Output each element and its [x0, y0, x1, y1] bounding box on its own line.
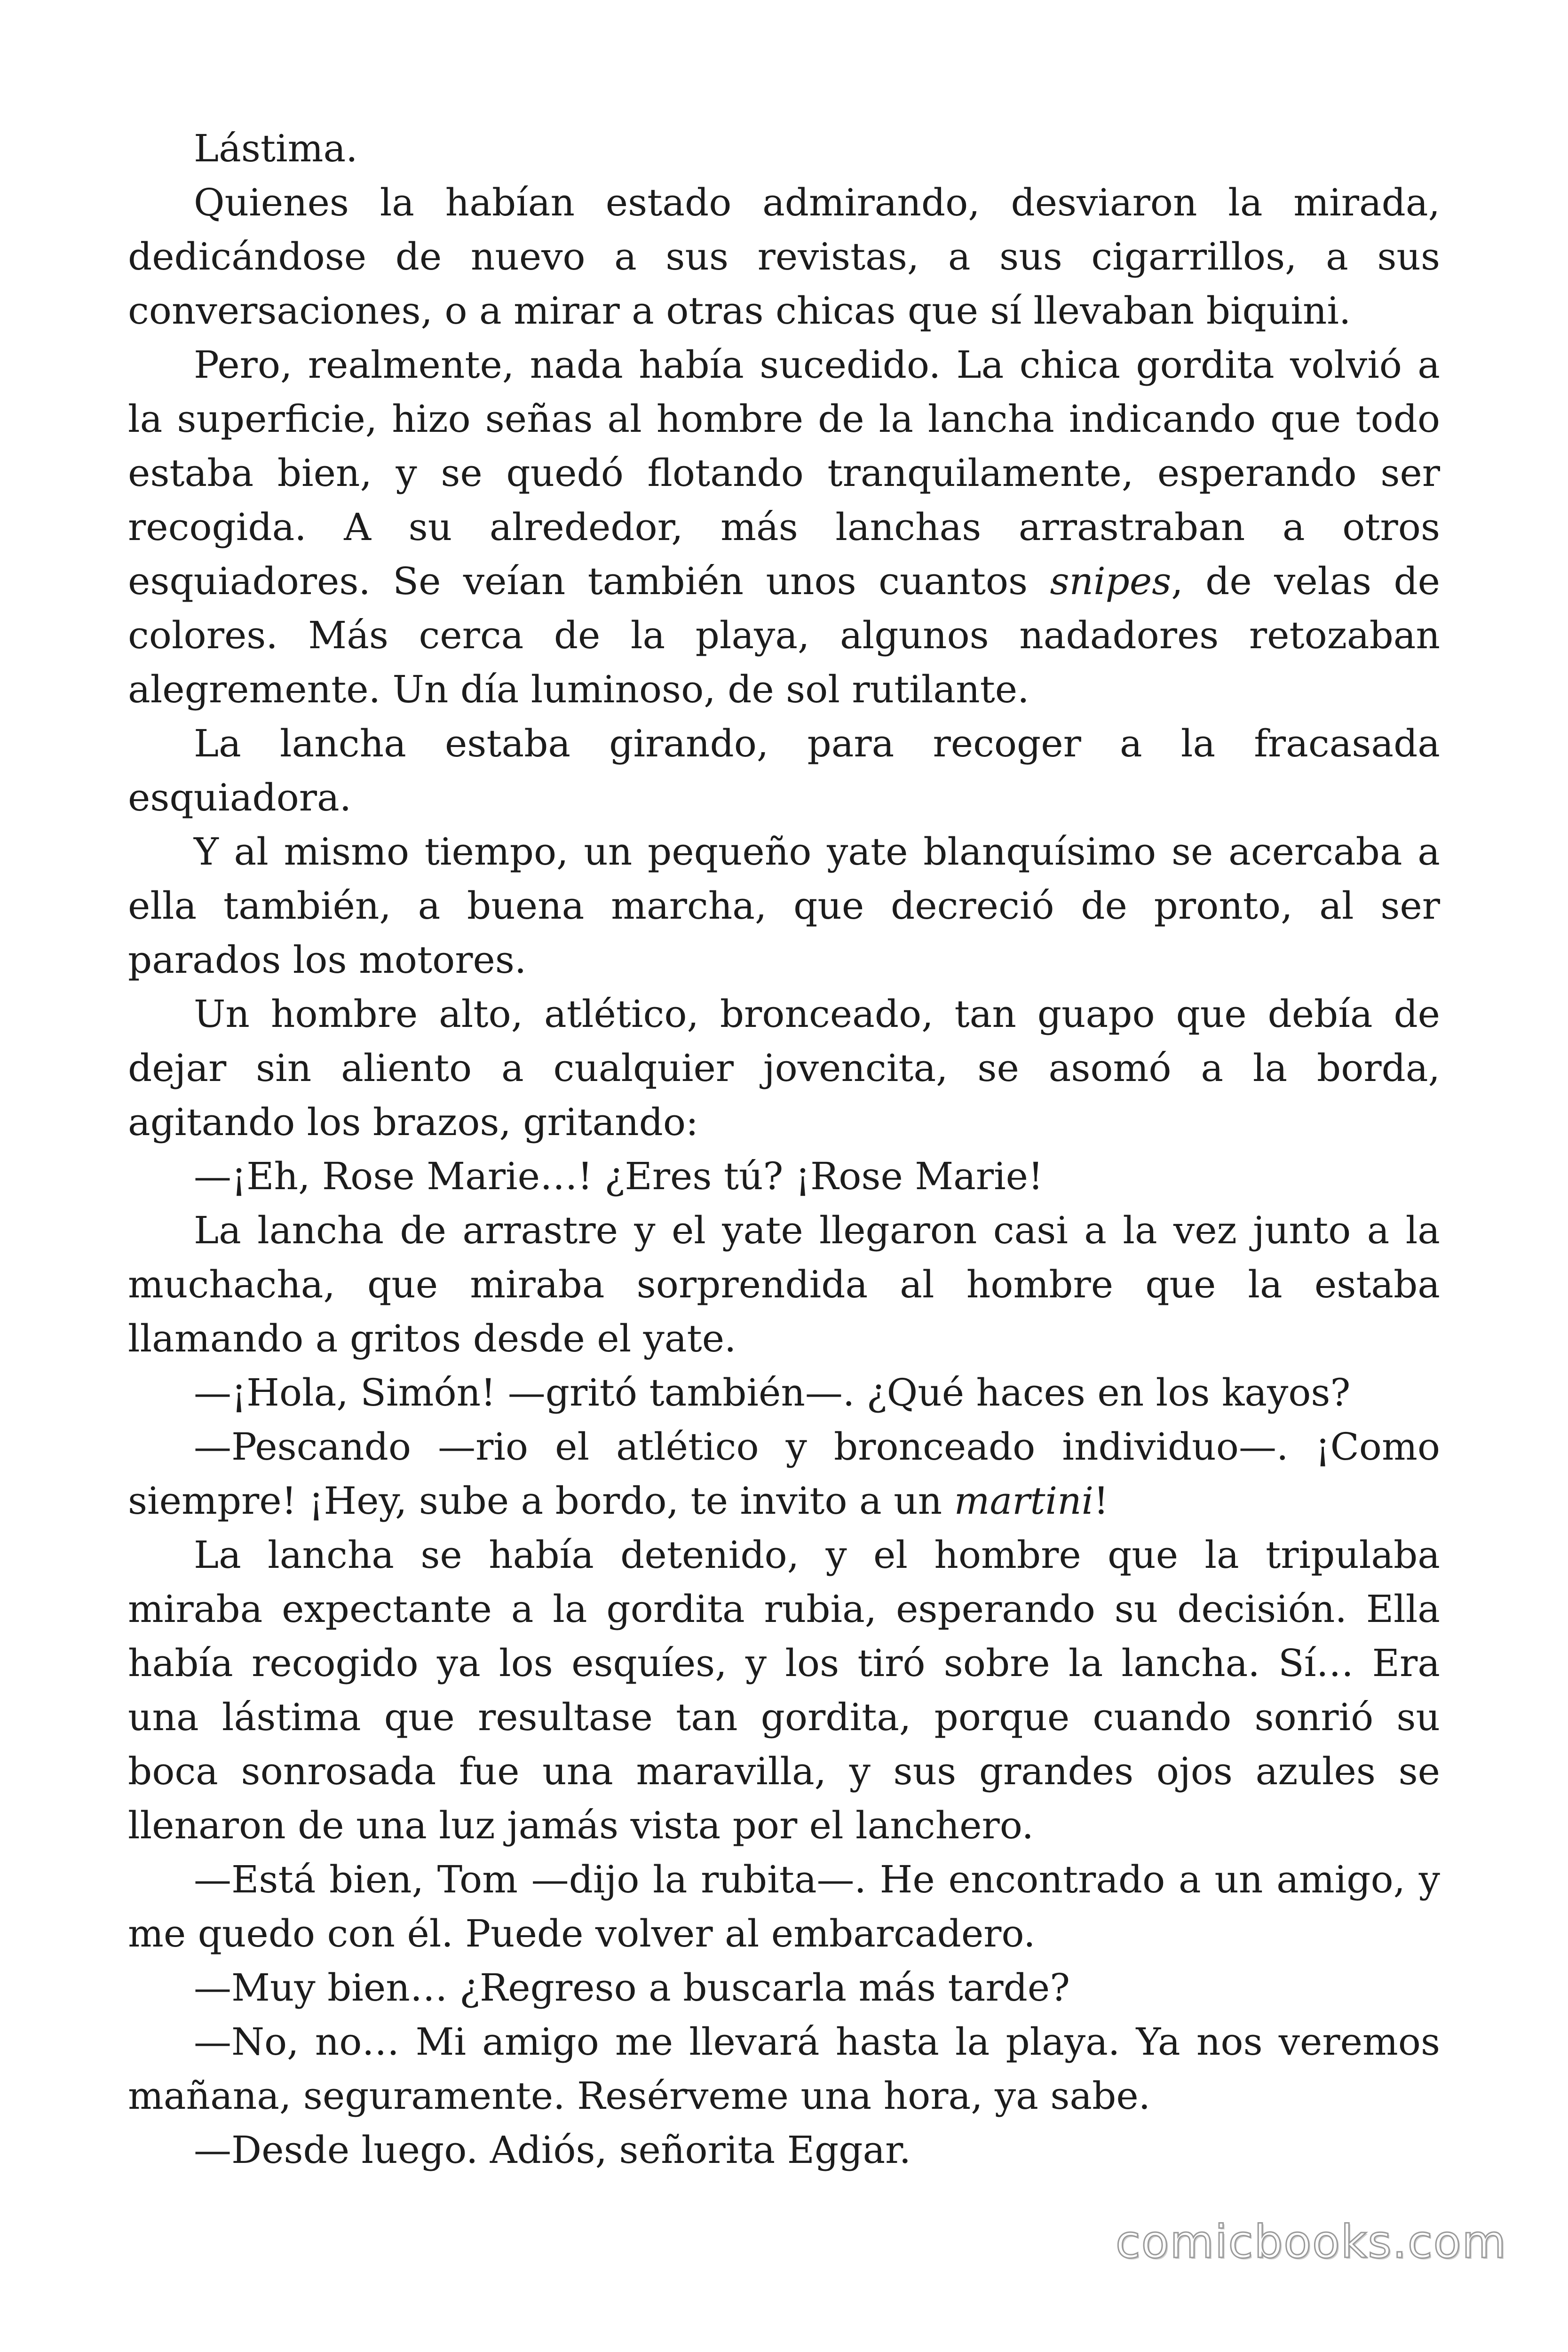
paragraph: La lancha estaba girando, para recoger a la fracasada esquiadora.	[128, 722, 1440, 819]
paragraph: —Está bien, Tom —dijo la rubita—. He encontrado a un amigo, y me quedo con él. Puede volver al embarcadero.	[128, 1858, 1440, 1955]
paragraph: —No, no… Mi amigo me llevará hasta la playa. Ya nos veremos mañana, seguramente. Resérveme una hora, ya sabe.	[128, 2020, 1440, 2118]
paragraph: Un hombre alto, atlético, bronceado, tan guapo que debía de dejar sin aliento a cualquier jovencita, se asomó a la borda, agitando los brazos, gritando:	[128, 992, 1440, 1144]
paragraph: —¡Eh, Rose Marie…! ¿Eres tú? ¡Rose Marie!	[194, 1154, 1044, 1198]
paragraph: La lancha se había detenido, y el hombre que la tripulaba miraba expectante a la gordita rubia, esperando su decisión. Ella había recogido ya los esquíes, y los tiró sobre la lancha. Sí… Era una lástima que resultase tan gordita, porque cuando sonrió su boca sonrosada fue una maravilla, y sus grandes ojos azules se llenaron de una luz jamás vista por el lanchero.	[128, 1533, 1440, 1847]
paragraph: Quienes la habían estado admirando, desviaron la mirada, dedicándose de nuevo a sus revistas, a sus cigarrillos, a sus conversaciones, o a mirar a otras chicas que sí llevaban biquini.	[128, 181, 1440, 333]
watermark-text: comicbooks.com	[1115, 2216, 1507, 2268]
paragraph: —Pescando —rio el atlético y bronceado individuo—. ¡Como siempre! ¡Hey, sube a bordo, te invito a un martini!	[128, 1425, 1440, 1523]
paragraph: —Muy bien… ¿Regreso a buscarla más tarde?	[194, 1966, 1070, 2010]
paragraph: —¡Hola, Simón! —gritó también—. ¿Qué haces en los kayos?	[194, 1371, 1351, 1414]
paragraph: Pero, realmente, nada había sucedido. La chica gordita volvió a la superficie, hizo señas al hombre de la lancha indicando que todo estaba bien, y se quedó flotando tranquilamente, esperando ser recogida. A su alrededor, más lanchas arrastraban a otros esquiadores. Se veían también unos cuantos snipes, de velas de colores. Más cerca de la playa, algunos nadadores retozaban alegremente. Un día luminoso, de sol rutilante.	[128, 343, 1440, 711]
body-text	[128, 121, 1440, 2177]
paragraph: La lancha de arrastre y el yate llegaron casi a la vez junto a la muchacha, que miraba sorprendida al hombre que la estaba llamando a gritos desde el yate.	[128, 1208, 1440, 1360]
paragraph: Lástima.	[194, 127, 358, 170]
paragraph: —Desde luego. Adiós, señorita Eggar.	[194, 2128, 911, 2172]
italic-term: martini	[954, 1479, 1094, 1523]
paragraph: Y al mismo tiempo, un pequeño yate blanquísimo se acercaba a ella también, a buena marcha, que decreció de pronto, al ser parados los motores.	[128, 830, 1440, 982]
italic-term: snipes	[1050, 559, 1172, 603]
